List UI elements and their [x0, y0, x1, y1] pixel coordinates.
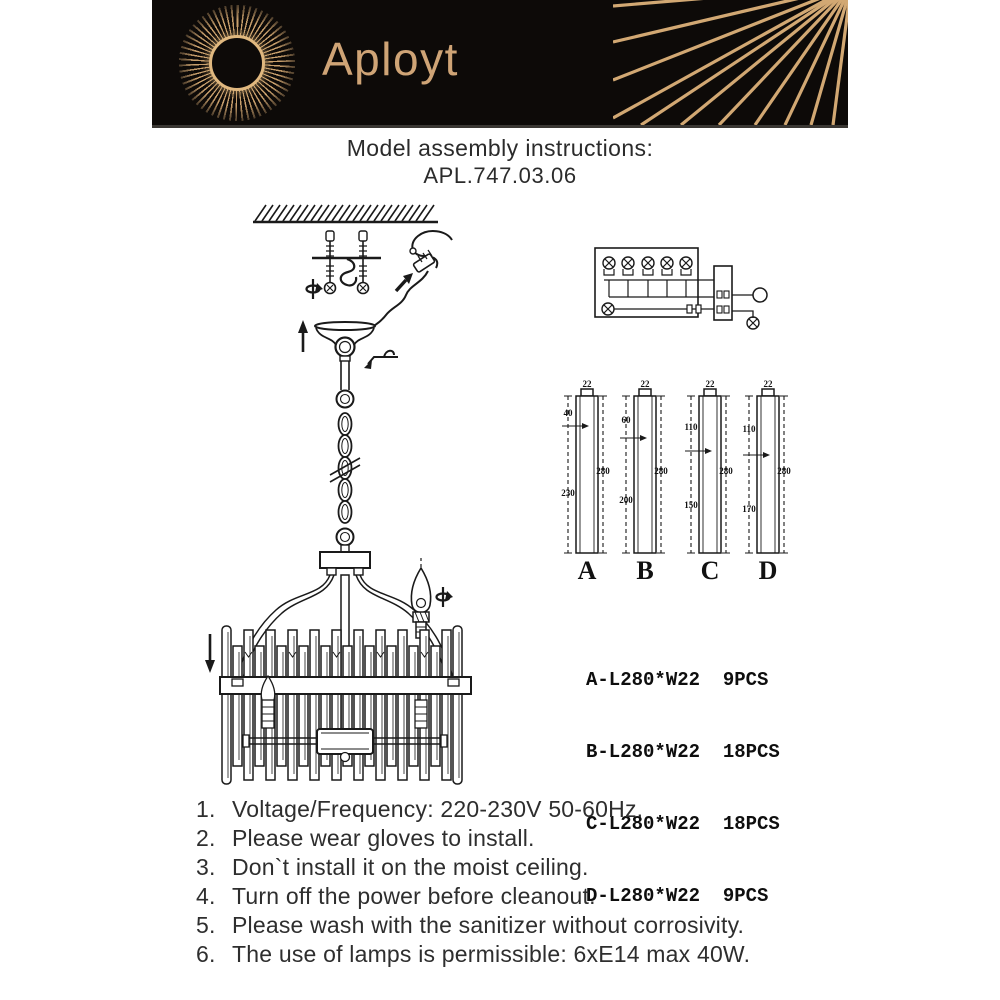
assembly-diagram	[0, 195, 1000, 795]
crystal-label-a: A	[577, 556, 597, 585]
dim-side: 280	[719, 466, 733, 476]
instruction-item	[196, 795, 896, 824]
down-arrow-icon	[205, 660, 215, 673]
corner-rays-decoration	[613, 0, 848, 125]
model-number: APL.747.03.06	[423, 163, 577, 188]
dim-lower: 150	[684, 500, 698, 510]
parts-list-row: B-L280*W22 18PCS	[586, 741, 780, 763]
power-cord-drawing	[372, 231, 452, 328]
sunburst-logo-icon	[179, 5, 295, 121]
chain-drawing	[330, 391, 360, 553]
up-arrow-icon	[298, 320, 308, 333]
crystal-label-b: B	[636, 556, 654, 585]
crystal-label-d: D	[758, 556, 778, 585]
mounting-screws-drawing	[312, 231, 381, 294]
parts-list-row: C-L280*W22 18PCS	[586, 813, 780, 835]
dim-lower: 170	[742, 504, 756, 514]
crystal-diagram-a	[561, 379, 610, 585]
dim-side: 280	[596, 466, 610, 476]
dim-side: 280	[777, 466, 791, 476]
wiring-schematic	[595, 248, 767, 329]
dim-upper: 110	[684, 422, 698, 432]
ceiling-hook	[341, 259, 356, 285]
parts-list-row: A-L280*W22 9PCS	[586, 669, 769, 691]
dim-top: 22	[640, 379, 650, 389]
ceiling-drawing	[253, 205, 438, 222]
dim-upper: 110	[742, 424, 756, 434]
crystal-diagram-b	[619, 379, 668, 585]
dim-upper: 40	[563, 408, 573, 418]
brand-banner	[152, 0, 848, 128]
dim-lower: 230	[561, 488, 575, 498]
instruction-item	[196, 824, 896, 853]
clip-pin-symbol	[368, 357, 398, 364]
instruction-item	[196, 853, 896, 882]
instruction-item	[196, 940, 896, 969]
rotate-symbol-bulb-icon	[437, 587, 454, 607]
rotate-symbol-top-icon	[307, 279, 324, 299]
crystal-size-diagrams	[561, 379, 791, 585]
instruction-number: 5.	[196, 912, 216, 938]
dim-top: 22	[763, 379, 773, 389]
instruction-number: 3.	[196, 854, 216, 880]
crystal-diagram-d	[742, 379, 791, 585]
instructions-list	[196, 795, 896, 969]
instruction-text: Turn off the power before cleanout.	[232, 883, 596, 909]
sunburst-core	[209, 35, 265, 91]
dim-lower: 200	[619, 495, 633, 505]
instruction-item	[196, 911, 896, 940]
page-title	[0, 134, 1000, 190]
dim-top: 22	[582, 379, 592, 389]
instruction-item	[196, 882, 896, 911]
canopy-drawing	[298, 320, 398, 390]
lamp-symbols-row	[603, 257, 692, 269]
instruction-text: Please wear gloves to install.	[232, 825, 535, 851]
instruction-number: 4.	[196, 883, 216, 909]
drum-shade-drawing	[205, 626, 471, 784]
crystal-label-c: C	[700, 556, 720, 585]
instruction-number: 6.	[196, 941, 216, 967]
instruction-text: The use of lamps is permissible: 6xE14 max 40W.	[232, 941, 751, 967]
brand-wordmark: Aployt	[322, 33, 459, 85]
dim-top: 22	[705, 379, 715, 389]
dim-upper: 60	[621, 415, 631, 425]
instruction-text: Please wash with the sanitizer without corrosivity.	[232, 912, 745, 938]
instruction-text: Don`t install it on the moist ceiling.	[232, 854, 589, 880]
assembly-drawing-svg	[0, 195, 1000, 795]
instruction-number: 2.	[196, 825, 216, 851]
parts-list-row: D-L280*W22 9PCS	[586, 885, 769, 907]
dim-side: 280	[654, 466, 668, 476]
instruction-number: 1.	[196, 796, 216, 822]
title-line1: Model assembly instructions:	[346, 135, 654, 161]
crystal-diagram-c	[684, 379, 733, 585]
instruction-text: Voltage/Frequency: 220-230V 50-60Hz.	[232, 796, 644, 822]
